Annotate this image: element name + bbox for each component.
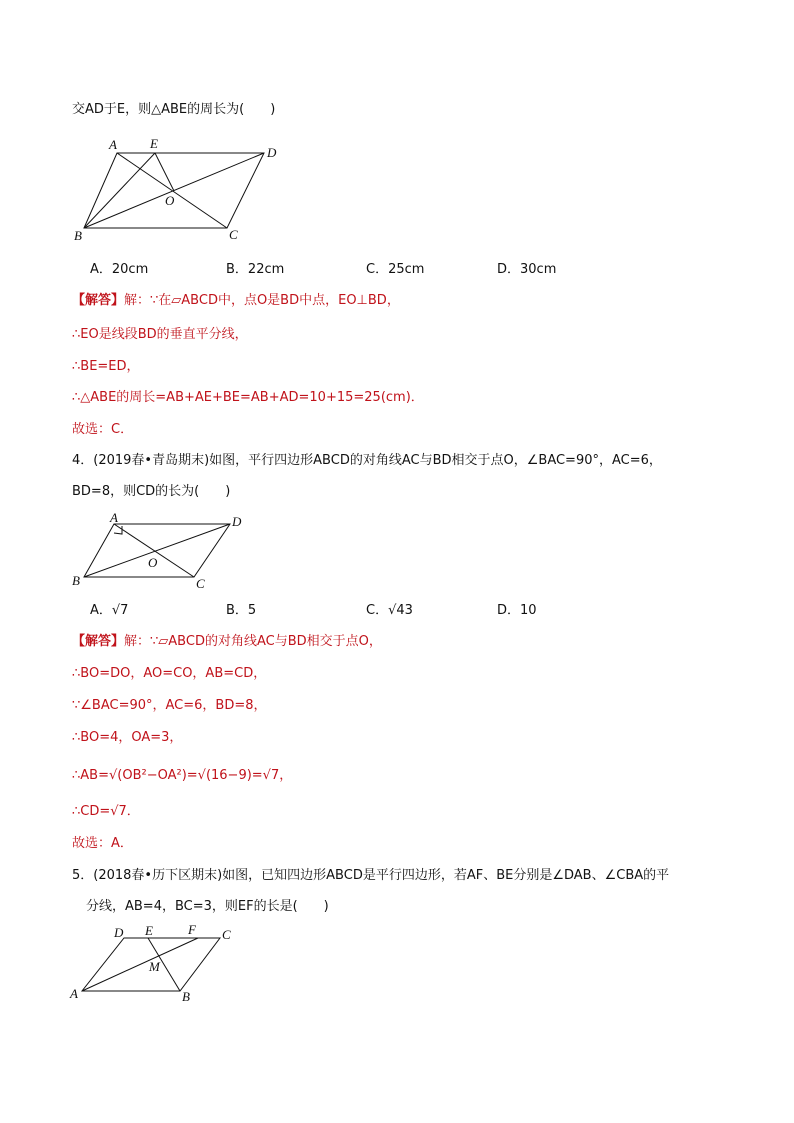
q3-option-d: D．30cm — [497, 262, 557, 277]
q3-label-o: O — [165, 193, 175, 208]
q3-option-a: A．20cm — [90, 262, 149, 277]
q3-solution-tag: 【解答】 — [72, 293, 125, 308]
q4-solution-line5: ∴AB=√(OB²−OA²)=√(16−9)=√7， — [72, 768, 293, 783]
q4-label-o: O — [148, 555, 158, 570]
q4-option-c: C．√43 — [366, 603, 413, 618]
q4-solution-tag: 【解答】 — [72, 634, 125, 649]
q3-stem-tail: 交AD于E，则△ABE的周长为( ) — [72, 102, 276, 117]
q3-options — [0, 261, 794, 279]
q4-options — [0, 602, 794, 620]
q3-label-d: D — [267, 145, 277, 160]
q3-label-e: E — [150, 136, 158, 151]
q4-figure — [72, 512, 272, 597]
q4-label-c: C — [196, 576, 205, 591]
q3-label-b: B — [74, 228, 82, 243]
q4-label-d: D — [232, 514, 242, 529]
q5-label-f: F — [188, 922, 196, 937]
q5-label-a: A — [70, 986, 78, 1001]
q4-option-a: A．√7 — [90, 603, 129, 618]
q3-label-a: A — [109, 137, 117, 152]
q5-label-b: B — [182, 989, 190, 1004]
q3-figure — [72, 135, 302, 245]
q3-solution-line1 — [72, 292, 400, 310]
q3-solution-line4: ∴△ABE的周长=AB+AE+BE=AB+AD=10+15=25(cm)． — [72, 390, 424, 405]
q3-option-c: C．25cm — [366, 262, 425, 277]
q4-solution-text1: 解：∵▱ABCD的对角线AC与BD相交于点O， — [124, 634, 382, 649]
q5-stem-line1: 5．(2018春•历下区期末)如图，已知四边形ABCD是平行四边形，若AF、BE分别是∠DAB、∠CBA的平 — [72, 868, 670, 883]
q4-solution-line2: ∴BO=DO，AO=CO，AB=CD， — [72, 666, 267, 681]
q5-label-m: M — [149, 959, 160, 974]
q4-label-b: B — [72, 573, 80, 588]
q4-option-b: B．5 — [226, 603, 257, 618]
q5-figure — [70, 922, 250, 1010]
q3-answer: 故选：C． — [72, 422, 134, 437]
q3-label-c: C — [229, 227, 238, 242]
q4-solution-line1 — [72, 633, 382, 651]
q4-stem-line2: BD=8，则CD的长为( ) — [72, 484, 231, 499]
q3-solution-line3: ∴BE=ED， — [72, 359, 140, 374]
q4-option-d: D．10 — [497, 603, 537, 618]
q5-label-c: C — [222, 927, 231, 942]
q5-stem-line2: 分线，AB=4，BC=3，则EF的长是( ) — [86, 899, 329, 914]
q3-option-b: B．22cm — [226, 262, 285, 277]
q3-solution-line2: ∴EO是线段BD的垂直平分线， — [72, 327, 248, 342]
q5-label-e: E — [145, 923, 153, 938]
q4-solution-line6: ∴CD=√7． — [72, 804, 140, 819]
q4-answer: 故选：A． — [72, 836, 133, 851]
q4-solution-line4: ∴BO=4，OA=3， — [72, 730, 183, 745]
q3-solution-text1: 解：∵在▱ABCD中，点O是BD中点，EO⊥BD， — [124, 293, 400, 308]
q4-solution-line3: ∵∠BAC=90°，AC=6，BD=8， — [72, 698, 267, 713]
q4-stem-line1: 4．(2019春•青岛期末)如图，平行四边形ABCD的对角线AC与BD相交于点O，∠BAC=90°，AC=6， — [72, 453, 662, 468]
q4-label-a: A — [110, 510, 118, 525]
q5-label-d: D — [114, 925, 124, 940]
